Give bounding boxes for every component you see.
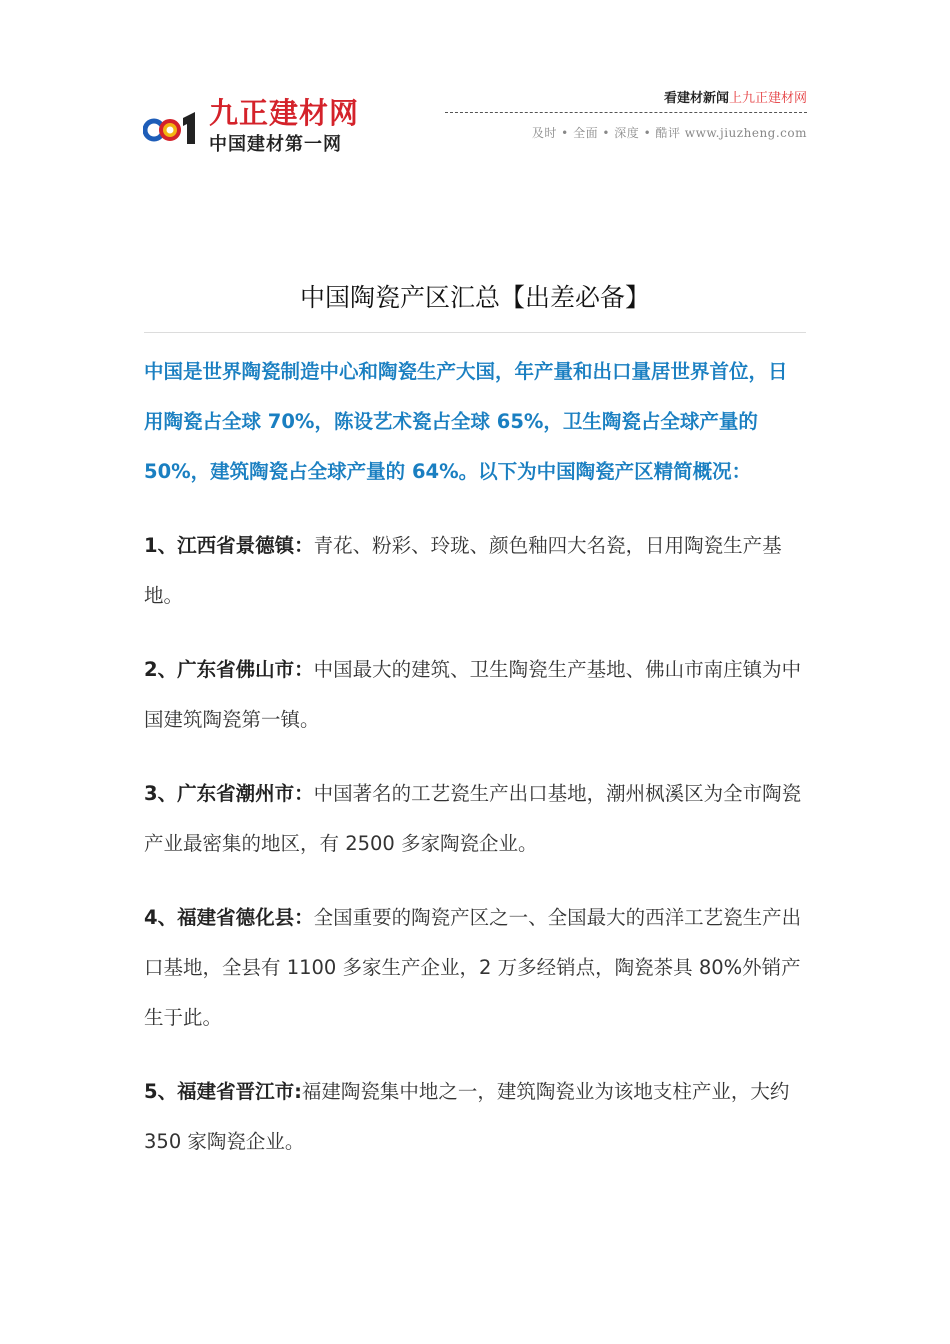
article-body	[144, 280, 806, 1167]
region-entry-lead: 5、福建省晋江市:	[144, 1080, 302, 1103]
region-entry-5	[144, 1067, 806, 1167]
region-entry-text: 中国著名的工艺瓷生产出口基地，潮州枫溪区为全市陶瓷产业最密集的地区，有 2500 多家陶瓷企业。	[144, 782, 802, 855]
region-entry-lead: 2、广东省佛山市：	[144, 658, 314, 681]
article-intro: 中国是世界陶瓷制造中心和陶瓷生产大国，年产量和出口量居世界首位，日用陶瓷占全球 70%，陈设艺术瓷占全球 65%，卫生陶瓷占全球产量的 50%，建筑陶瓷占全球产量的 64%。以下为中国陶瓷产区精简概况：	[144, 360, 788, 483]
region-entry-4	[144, 893, 806, 1043]
logo-slogan: 中国建材第一网	[209, 134, 342, 155]
region-entry-text: 青花、粉彩、玲珑、颜色釉四大名瓷，日用陶瓷生产基地。	[144, 534, 782, 607]
site-logo[interactable]	[143, 96, 373, 166]
region-entry-3	[144, 769, 806, 869]
page-header	[0, 0, 950, 200]
region-entry-text: 福建陶瓷集中地之一，建筑陶瓷业为该地支柱产业，大约 350 家陶瓷企业。	[144, 1080, 790, 1153]
region-entry-text: 全国重要的陶瓷产区之一、全国最大的西洋工艺瓷生产出口基地，全县有 1100 多家生产企业，2 万多经销点，陶瓷茶具 80%外销产生于此。	[144, 906, 802, 1029]
region-entry-lead: 4、福建省德化县：	[144, 906, 314, 929]
region-entry-lead: 3、广东省潮州市：	[144, 782, 314, 805]
header-dashed-divider	[445, 112, 807, 113]
region-entry-1	[144, 521, 806, 621]
article-title: 中国陶瓷产区汇总【出差必备】	[144, 280, 806, 333]
header-subline: 及时 • 全面 • 深度 • 酷评 www.jiuzheng.com	[531, 126, 807, 140]
header-tagline-block	[437, 90, 807, 141]
logo-name: 九正建材网	[209, 96, 360, 130]
jiuzheng-logo-icon	[143, 110, 205, 146]
region-entry-text: 中国最大的建筑、卫生陶瓷生产基地、佛山市南庄镇为中国建筑陶瓷第一镇。	[144, 658, 802, 731]
region-entry-2	[144, 645, 806, 745]
tagline-accent-link[interactable]: 上九正建材网	[728, 91, 807, 106]
header-tagline	[437, 90, 807, 108]
region-entry-lead: 1、江西省景德镇：	[144, 534, 314, 557]
tagline-prefix: 看建材新闻	[663, 91, 729, 106]
